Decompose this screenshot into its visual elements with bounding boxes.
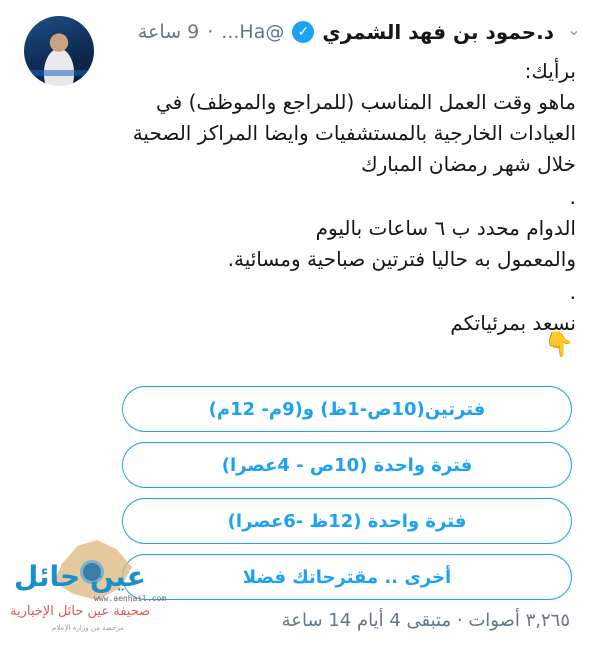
poll-option[interactable]: أخرى .. مقترحاتك فضلا bbox=[122, 554, 572, 600]
poll-remaining: متبقى 4 أيام 14 ساعة bbox=[281, 610, 452, 631]
poll-option[interactable]: فترتين(10ص-1ظ) و(9م- 12م) bbox=[122, 386, 572, 432]
author-handle[interactable]: @Ha... bbox=[221, 21, 285, 43]
poll-footer bbox=[282, 610, 570, 631]
poll-options bbox=[122, 386, 572, 610]
watermark-brand: عين حائل bbox=[14, 560, 146, 593]
watermark-logo bbox=[2, 530, 167, 640]
author-avatar[interactable] bbox=[24, 16, 94, 86]
tweet-line: . bbox=[569, 185, 576, 209]
pointing-down-icon: 👇 bbox=[544, 330, 574, 358]
tweet-line: الدوام محدد ب ٦ ساعات باليوم bbox=[315, 216, 576, 240]
watermark-license: مرخصة من وزارة الإعلام bbox=[52, 624, 124, 632]
tweet-header bbox=[108, 14, 584, 54]
footer-separator: · bbox=[456, 610, 463, 631]
avatar-stripe bbox=[24, 70, 94, 76]
tweet-line: ماهو وقت العمل المناسب (للمراجع والموظف) في bbox=[156, 90, 576, 114]
tweet-line: والمعمول به حاليا فترتين صباحية ومسائية. bbox=[227, 247, 576, 271]
poll-option[interactable]: فترة واحدة (12ظ -6عصرا) bbox=[122, 498, 572, 544]
poll-option[interactable]: فترة واحدة (10ص - 4عصرا) bbox=[122, 442, 572, 488]
tweet-line: . bbox=[569, 280, 576, 304]
tweet-time[interactable]: 9 ساعة bbox=[137, 21, 200, 43]
tweet-text bbox=[110, 56, 576, 339]
tweet-line: نسعد بمرئياتكم bbox=[450, 311, 576, 335]
author-name[interactable]: د.حمود بن فهد الشمري bbox=[322, 20, 554, 44]
tweet-line: برأيك: bbox=[524, 59, 576, 83]
verified-badge-icon: ✓ bbox=[292, 21, 314, 43]
watermark-url: www.aenhail.com bbox=[94, 594, 167, 603]
poll-votes: ٣,٢٦٥ أصوات bbox=[468, 610, 570, 631]
meta-separator: · bbox=[207, 21, 214, 43]
tweet-line: العيادات الخارجية بالمستشفيات وايضا المراكز الصحية bbox=[132, 121, 576, 145]
tweet-meta bbox=[138, 20, 554, 44]
watermark-paper: صحيفة عين حائل الإخبارية bbox=[10, 604, 151, 619]
tweet-line: خلال شهر رمضان المبارك bbox=[361, 152, 576, 176]
chevron-down-icon[interactable]: ⌄ bbox=[567, 20, 581, 39]
